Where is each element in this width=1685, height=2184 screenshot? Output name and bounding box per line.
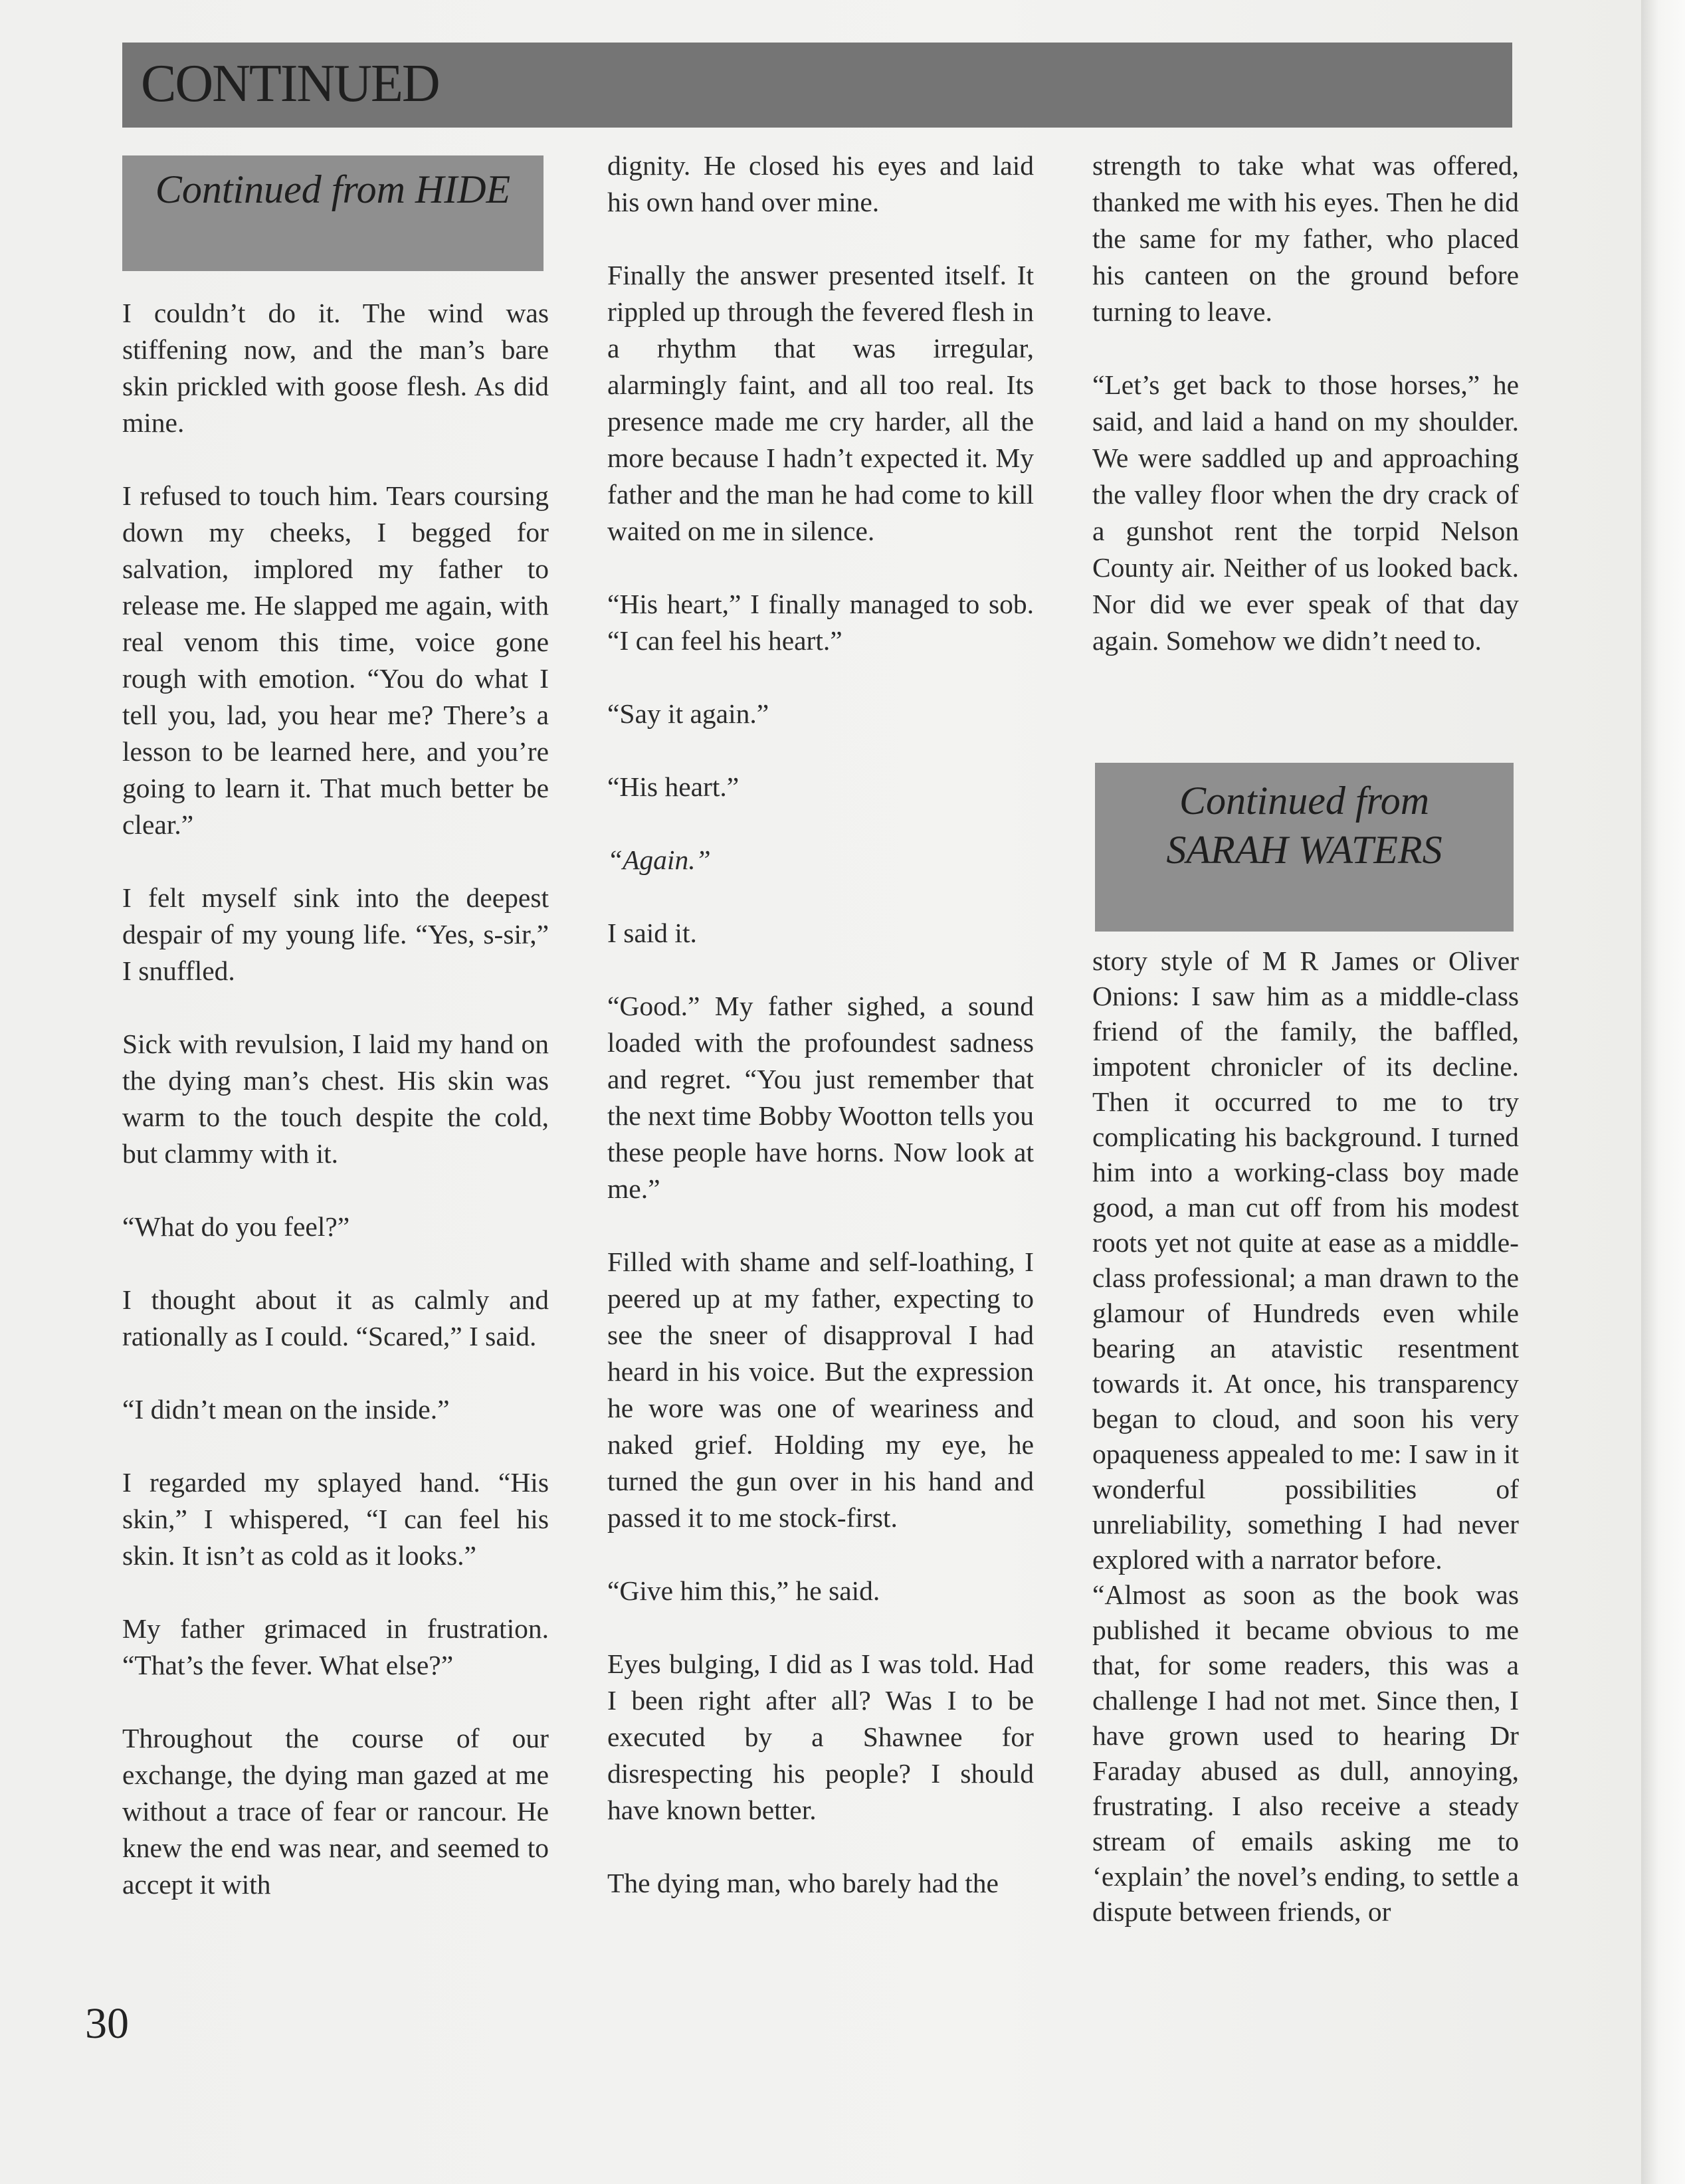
page-edge <box>1641 0 1685 2184</box>
paragraph: “Say it again.” <box>607 698 769 729</box>
paragraph: Finally the answer presented itself. It rippled up through the fevered flesh in a rhythm that was irregular, alarmingly faint, and all too real. Its presence made me cry harder, all the more because I hadn’t expected it. My father and the man he had come to kill waited on me in silence. <box>607 260 1034 546</box>
paragraph: I couldn’t do it. The wind was stiffening now, and the man’s bare skin prickled with goose flesh. As did mine. <box>122 298 549 438</box>
paragraph: Throughout the course of our exchange, the dying man gazed at me without a trace of fear or rancour. He knew the end was near, and seemed to accept it with <box>122 1723 549 1900</box>
paragraph: I refused to touch him. Tears coursing down my cheeks, I begged for salvation, implored my father to release me. He slapped me again, with real venom this time, voice gone rough with emotion. “You do what I tell you, lad, you hear me? There’s a lesson to be learned here, and you’re going to learn it. That much better be clear.” <box>122 480 549 840</box>
paragraph: The dying man, who barely had the <box>607 1868 999 1898</box>
hide-heading: Continued from HIDE <box>155 167 511 211</box>
sarah-waters-heading-line2: SARAH WATERS <box>1166 828 1442 872</box>
paragraph: I thought about it as calmly and rationally as I could. “Scared,” I said. <box>122 1284 549 1351</box>
paragraph: “Good.” My father sighed, a sound loaded with the profoundest sadness and regret. “You just remember that the next time Bobby Wootton tells you these people have horns. Now look at me.” <box>607 991 1034 1204</box>
paragraph: My father grimaced in frustration. “That’s the fever. What else?” <box>122 1613 549 1680</box>
paragraph: Sick with revulsion, I laid my hand on the dying man’s chest. His skin was warm to the touch despite the cold, but clammy with it. <box>122 1029 549 1169</box>
hide-heading-box <box>122 155 544 271</box>
paragraph: Eyes bulging, I did as I was told. Had I been right after all? Was I to be executed by a Shawnee for disrespecting his people? I should have known better. <box>607 1648 1034 1825</box>
paragraph: “I didn’t mean on the inside.” <box>122 1394 450 1425</box>
paragraph: “What do you feel?” <box>122 1211 350 1242</box>
paragraph: “Almost as soon as the book was published it became obvious to me that, for some readers, this was a challenge I had not met. Since then, I have grown used to hearing Dr Faraday abused as dull, annoying, frustrating. I also receive a steady stream of emails asking me to ‘explain’ the novel’s ending, to settle a dispute between friends, or <box>1092 1579 1519 1927</box>
column-1 <box>122 295 549 1903</box>
continued-banner <box>122 43 1512 128</box>
paragraph: “Let’s get back to those horses,” he said, and laid a hand on my shoulder. We were saddled up and approaching the valley floor when the dry crack of a gunshot rent the torpid Nelson County air. Neither of us looked back. Nor did we ever speak of that day again. Somehow we didn’t need to. <box>1092 369 1519 656</box>
paragraph: “Give him this,” he said. <box>607 1575 880 1606</box>
paragraph: story style of M R James or Oliver Onions: I saw him as a middle-class friend of the family, the baffled, impotent chronicler of its decline. Then it occurred to me to try complicating his background. I turned him into a working-class boy made good, a man cut off from his modest roots yet not quite at ease as a middle-class professional; a man drawn to the glamour of Hundreds even while bearing an atavistic resentment towards it. At once, his transparency began to cloud, and soon his very opaqueness appealed to me: I saw in it wonderful possibilities of unreliability, something I had never explored with a narrator before. <box>1092 945 1519 1575</box>
sarah-waters-heading-line1: Continued from <box>1179 779 1430 823</box>
paragraph: dignity. He closed his eyes and laid his own hand over mine. <box>607 150 1034 217</box>
paragraph: I felt myself sink into the deepest despair of my young life. “Yes, s-sir,” I snuffled. <box>122 882 549 986</box>
paragraph: “His heart.” <box>607 771 740 802</box>
paragraph: I said it. <box>607 918 697 948</box>
paragraph: I regarded my splayed hand. “His skin,” I whispered, “I can feel his skin. It isn’t as cold as it looks.” <box>122 1467 549 1571</box>
paragraph: “His heart,” I finally managed to sob. “I can feel his heart.” <box>607 589 1034 656</box>
banner-title: CONTINUED <box>141 54 439 113</box>
page-number: 30 <box>85 1999 129 2048</box>
column-3-top <box>1092 148 1519 659</box>
column-3-bottom <box>1092 943 1519 1930</box>
paragraph: Filled with shame and self-loathing, I peered up at my father, expecting to see the sneer of disapproval I had heard in his voice. But the expression he wore was one of weariness and naked grief. Holding my eye, he turned the gun over in his hand and passed it to me stock-first. <box>607 1246 1034 1533</box>
sarah-waters-heading-box <box>1095 763 1514 932</box>
paragraph: strength to take what was offered, thanked me with his eyes. Then he did the same for my father, who placed his canteen on the ground before turning to leave. <box>1092 150 1519 327</box>
column-2 <box>607 148 1034 1902</box>
paragraph: “Again.” <box>607 844 711 875</box>
